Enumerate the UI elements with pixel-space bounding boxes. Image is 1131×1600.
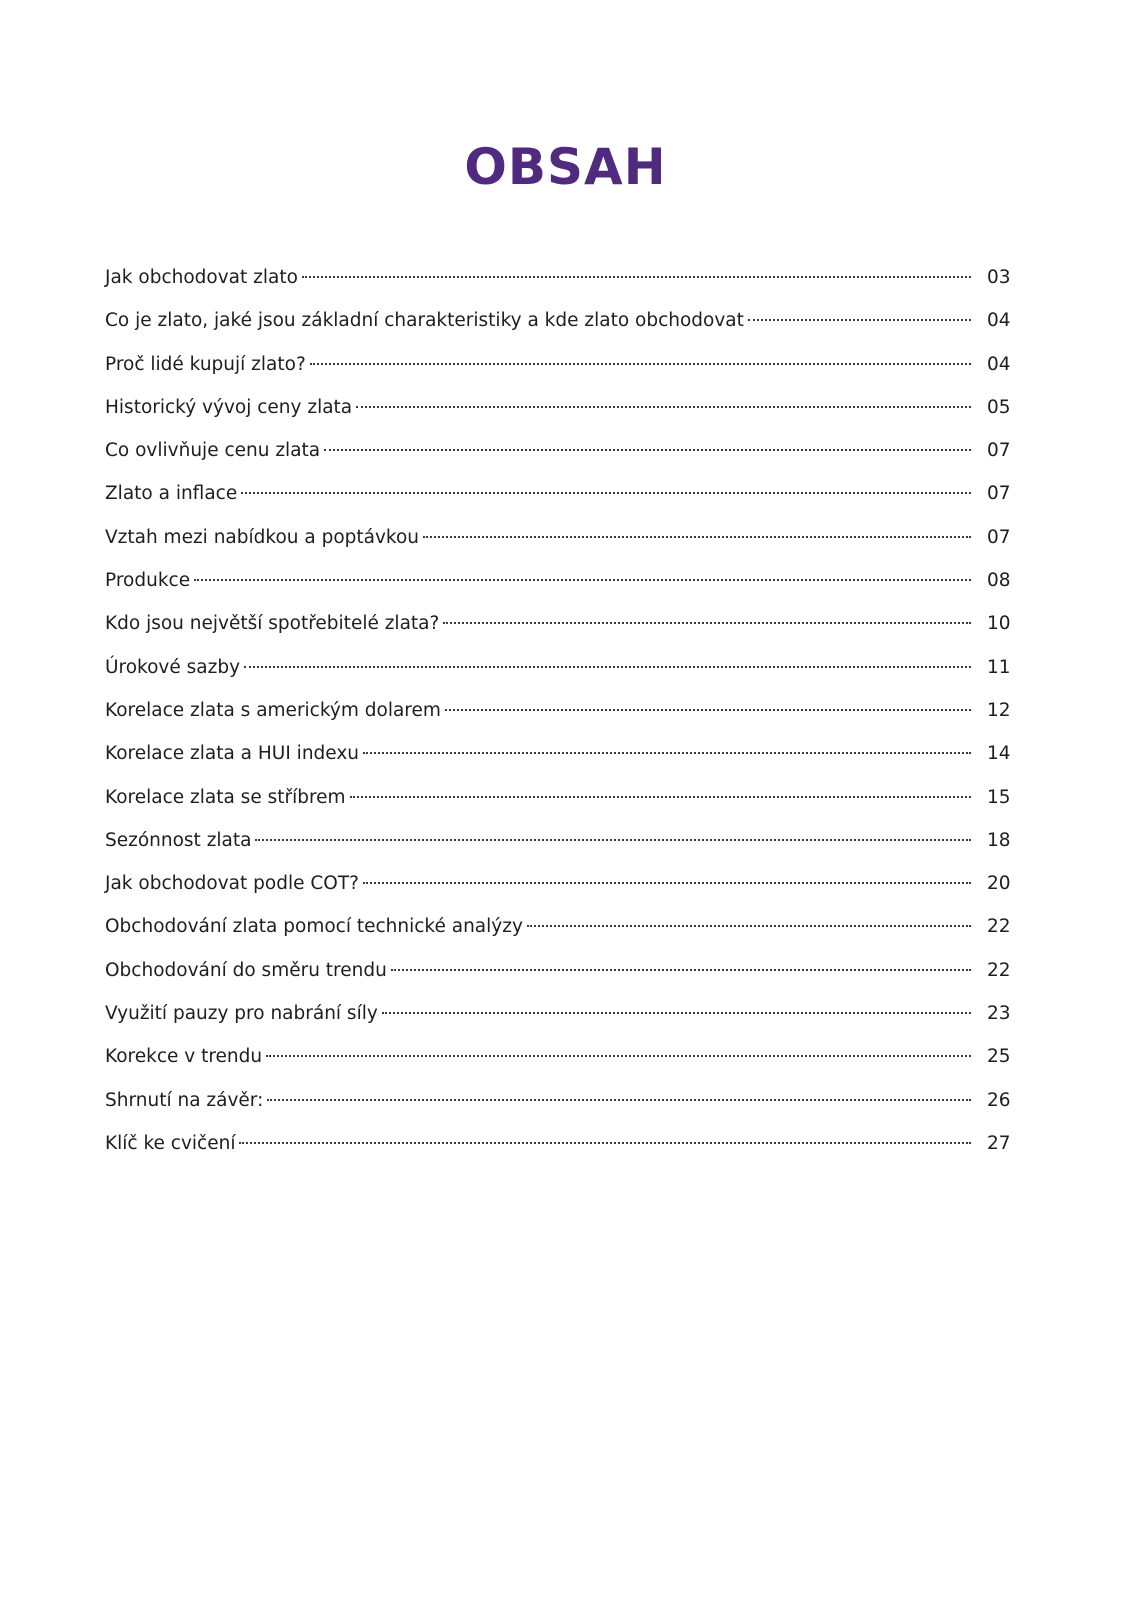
toc-entry-label: Shrnutí na závěr: <box>105 1089 264 1111</box>
toc-entry-page-number: 25 <box>987 1046 1011 1068</box>
dot-leader <box>363 752 971 754</box>
toc-entry-page-number: 27 <box>987 1132 1011 1154</box>
toc-entry[interactable] <box>105 646 1023 689</box>
toc-entry-label: Vztah mezi nabídkou a poptávkou <box>105 526 420 548</box>
toc-entry-page-number: 23 <box>987 1003 1011 1025</box>
dot-leader <box>363 882 971 884</box>
dot-leader <box>194 579 971 581</box>
toc-entry[interactable] <box>105 256 1023 299</box>
dot-leader <box>356 406 971 408</box>
toc-entry-label: Klíč ke cvičení <box>105 1132 236 1154</box>
dot-leader <box>391 969 971 971</box>
toc-entry-label: Historický vývoj ceny zlata <box>105 396 353 418</box>
toc-entry-page-number: 14 <box>987 743 1011 765</box>
toc-entry-page-number: 08 <box>987 570 1011 592</box>
toc-entry-page-number: 15 <box>987 786 1011 808</box>
toc-entry-label: Obchodování do směru trendu <box>105 959 387 981</box>
toc-entry[interactable] <box>105 992 1023 1035</box>
dot-leader <box>527 925 971 927</box>
toc-entry[interactable] <box>105 386 1023 429</box>
toc-entry-label: Jak obchodovat zlato <box>105 267 298 288</box>
toc-entry[interactable] <box>105 429 1023 472</box>
toc-entry-page-number: 05 <box>987 396 1011 418</box>
toc-entry-page-number: 07 <box>987 440 1011 462</box>
dot-leader <box>266 1055 971 1057</box>
toc-entry[interactable] <box>105 862 1023 905</box>
toc-entry[interactable] <box>105 516 1023 559</box>
toc-entry[interactable] <box>105 689 1023 732</box>
dot-leader <box>350 796 971 798</box>
toc-entry[interactable] <box>105 949 1023 992</box>
dot-leader <box>241 492 971 494</box>
dot-leader <box>267 1099 971 1101</box>
toc-entry[interactable] <box>105 602 1023 645</box>
toc-entry-label: Využití pauzy pro nabrání síly <box>105 1003 378 1025</box>
toc-entry-page-number: 18 <box>987 829 1011 851</box>
toc-entry[interactable] <box>105 472 1023 515</box>
toc-entry-label: Proč lidé kupují zlato? <box>105 353 306 375</box>
toc-entry[interactable] <box>105 343 1023 386</box>
toc-entry-page-number: 20 <box>987 873 1011 895</box>
toc-entry-page-number: 26 <box>987 1089 1011 1111</box>
toc-entry-label: Korekce v trendu <box>105 1046 263 1068</box>
toc-entry[interactable] <box>105 559 1023 602</box>
toc-entry-label: Korelace zlata s americkým dolarem <box>105 699 441 721</box>
toc-entry-label: Co ovlivňuje cenu zlata <box>105 440 321 462</box>
toc-entry-page-number: 11 <box>987 656 1011 678</box>
toc-entry-page-number: 07 <box>987 483 1011 505</box>
page-title: OBSAH <box>464 138 667 196</box>
dot-leader <box>310 363 971 365</box>
toc-entry-page-number: 04 <box>987 310 1011 332</box>
toc-entry-page-number: 03 <box>987 267 1011 288</box>
toc-entry[interactable] <box>105 776 1023 819</box>
dot-leader <box>445 709 971 711</box>
dot-leader <box>255 839 971 841</box>
dot-leader <box>748 319 971 321</box>
toc-entry-label: Produkce <box>105 570 191 592</box>
table-of-contents <box>105 256 1023 1165</box>
toc-entry-label: Obchodování zlata pomocí technické analýzy <box>105 916 523 938</box>
dot-leader <box>239 1142 971 1144</box>
toc-entry-page-number: 04 <box>987 353 1011 375</box>
dot-leader <box>382 1012 971 1014</box>
toc-entry-label: Korelace zlata a HUI indexu <box>105 743 360 765</box>
toc-entry[interactable] <box>105 1035 1023 1078</box>
dot-leader <box>302 276 971 278</box>
toc-entry-page-number: 10 <box>987 613 1011 635</box>
toc-entry[interactable] <box>105 732 1023 775</box>
toc-entry-page-number: 22 <box>987 916 1011 938</box>
toc-entry-label: Sezónnost zlata <box>105 829 252 851</box>
dot-leader <box>324 449 971 451</box>
toc-entry[interactable] <box>105 905 1023 948</box>
toc-entry[interactable] <box>105 1079 1023 1122</box>
dot-leader <box>443 622 971 624</box>
toc-entry-label: Zlato a inflace <box>105 483 238 505</box>
toc-entry-label: Co je zlato, jaké jsou základní charakteristiky a kde zlato obchodovat <box>105 310 744 332</box>
toc-entry-page-number: 22 <box>987 959 1011 981</box>
toc-entry-label: Úrokové sazby <box>105 656 241 678</box>
toc-entry[interactable] <box>105 819 1023 862</box>
toc-entry[interactable] <box>105 1122 1023 1165</box>
toc-entry-label: Kdo jsou největší spotřebitelé zlata? <box>105 613 440 635</box>
toc-entry-label: Jak obchodovat podle COT? <box>105 873 359 895</box>
toc-entry-page-number: 12 <box>987 699 1011 721</box>
dot-leader <box>423 536 971 538</box>
toc-entry-label: Korelace zlata se stříbrem <box>105 786 346 808</box>
toc-entry-page-number: 07 <box>987 526 1011 548</box>
dot-leader <box>244 666 971 668</box>
toc-entry[interactable] <box>105 299 1023 342</box>
